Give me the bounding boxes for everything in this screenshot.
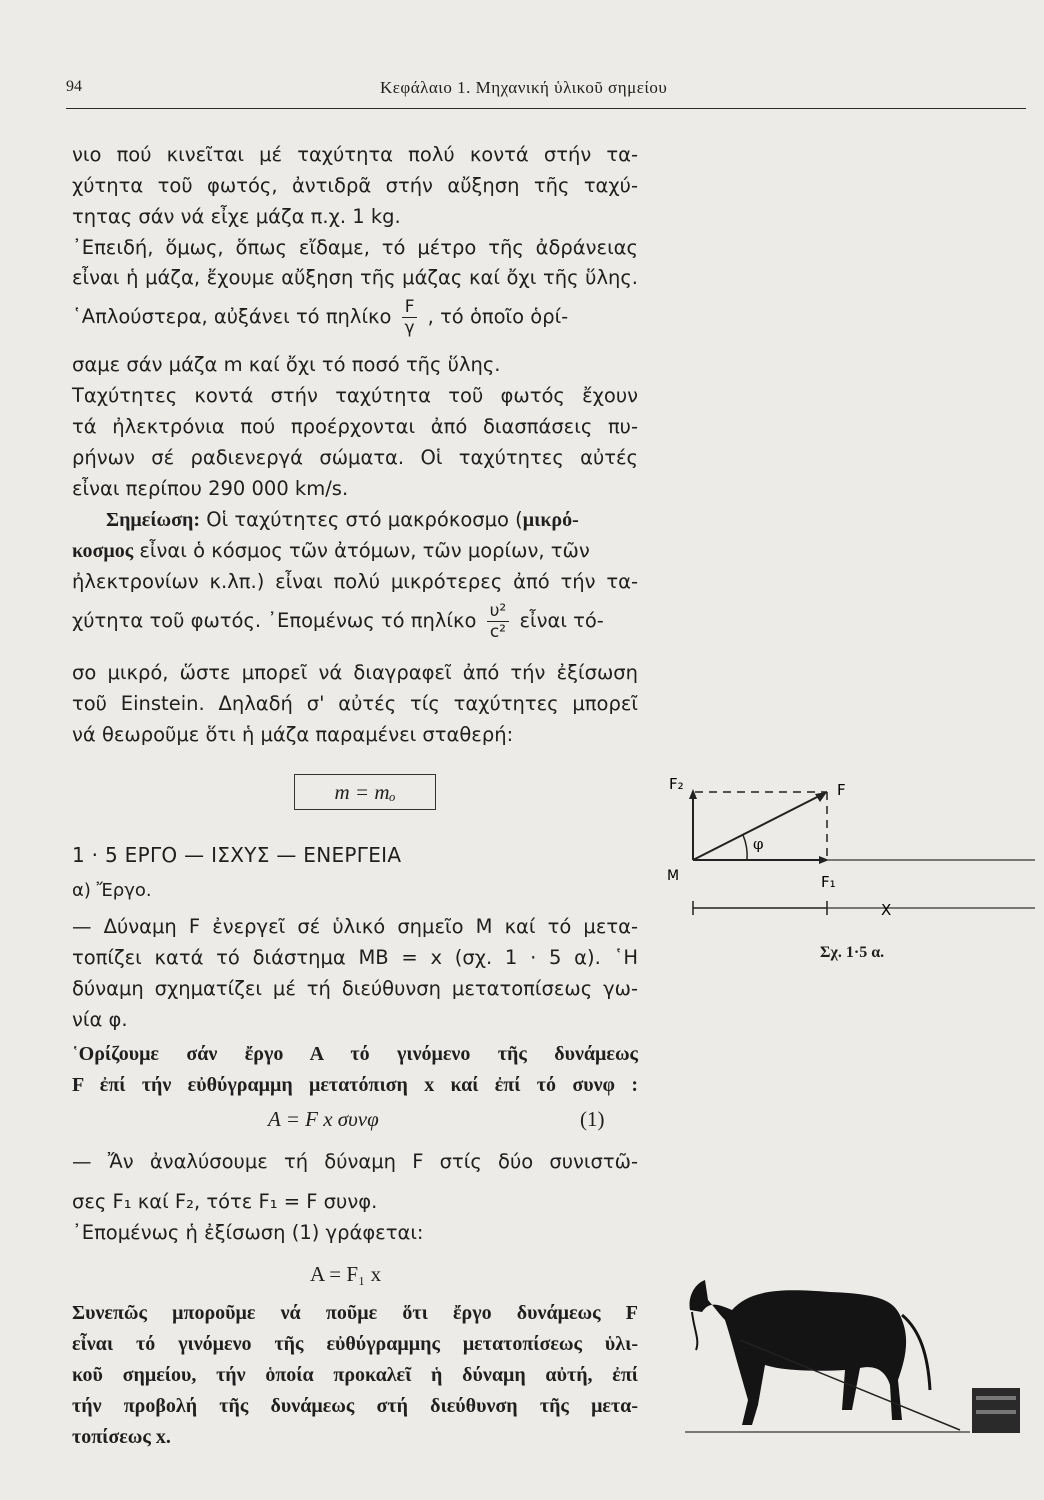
text-line: σο μικρό, ὥστε μπορεῖ νά διαγραφεῖ ἀπό τήν ἐξίσωση	[72, 661, 638, 684]
equation-1: A = F x συνφ	[268, 1107, 379, 1131]
text-line-with-fraction: ῾Απλούστερα, αὐξάνει τό πηλίκο $\frac{F}{\gamma}$ , τό ὁποῖο ὁρί-	[72, 297, 569, 338]
subsection-title: α) Ἔργο.	[72, 880, 152, 901]
definition-line: F ἐπί τήν εὐθύγραμμη μετατόπιση x καί ἐπί τό συνφ :	[72, 1074, 638, 1096]
bridle-rope	[692, 1312, 697, 1350]
text-line: εἶναι περίπου 290 000 km/s.	[72, 477, 349, 500]
text-line: ἠλεκτρονίων κ.λπ.) εἶναι πολύ μικρότερες ἀπό τήν τα-	[72, 570, 638, 593]
text-line: νία φ.	[72, 1008, 128, 1031]
figure-caption: Σχ. 1·5 α.	[820, 944, 885, 961]
text-line: Ταχύτητες κοντά στήν ταχύτητα τοῦ φωτός ἔχουν	[72, 384, 638, 407]
conclusion-line: Συνεπῶς μποροῦμε νά ποῦμε ὅτι ἔργο δυνάμεως F	[72, 1302, 638, 1324]
text-line-with-fraction: χύτητα τοῦ φωτός. ᾿Επομένως τό πηλίκο $\frac{\text{υ²}}{\text{c²}}$ εἶναι τό-	[72, 601, 604, 642]
page-number: 94	[66, 78, 82, 95]
note-label: Σημείωση:	[106, 509, 201, 531]
horse-tail	[902, 1315, 930, 1390]
definition-line: ῾Ορίζουμε σάν ἔργο Α τό γινόμενο τῆς δυνάμεως	[72, 1043, 638, 1065]
text-line: ρήνων σέ ραδιενεργά σώματα. Οἱ ταχύτητες αὐτές	[72, 446, 638, 469]
text-line: — Ἄν ἀναλύσουμε τή δύναμη F στίς δύο συνιστῶ-	[72, 1150, 638, 1173]
chapter-title: Κεφάλαιο 1. Μηχανική ὑλικοῦ σημείου	[380, 78, 668, 97]
arrowhead-F2	[689, 789, 697, 799]
conclusion-line: κοῦ σημείου, τήν ὁποία προκαλεῖ ἡ δύναμη αὐτή, ἐπί	[72, 1364, 638, 1386]
text-line: νά θεωροῦμε ὅτι ἡ μάζα παραμένει σταθερή:	[72, 723, 514, 746]
text-line: σες F₁ καί F₂, τότε F₁ = F συνφ.	[72, 1190, 378, 1213]
equation-2: A = F₁ x	[310, 1262, 382, 1286]
conclusion-line: εἶναι τό γινόμενο τῆς εὐθύγραμμης μετατοπίσεως ὑλι-	[72, 1333, 638, 1355]
force-diagram	[655, 765, 1035, 940]
label-x: X	[881, 901, 892, 919]
horse-body	[690, 1280, 907, 1425]
sled-slat	[976, 1410, 1016, 1414]
text-line: τοπίζει κατά τό διάστημα ΜΒ = x (σχ. 1 · 5 α). ῾Η	[72, 946, 638, 969]
text-line: χύτητα τοῦ φωτός, ἀντιδρᾶ στήν αὔξηση τῆς ταχύ-	[72, 174, 638, 197]
section-heading: 1 · 5 ΕΡΓΟ — ΙΣΧΥΣ — ΕΝΕΡΓΕΙΑ	[72, 843, 402, 867]
label-M: M	[667, 868, 680, 884]
note-line: Σημείωση: Οἱ ταχύτητες στό μακρόκοσμο (μικρό-	[106, 508, 579, 531]
sled-slat	[976, 1396, 1016, 1400]
fraction-F-over-gamma: $\frac{F}{\gamma}$	[402, 297, 418, 338]
label-F2: F₂	[669, 775, 684, 793]
header-rule	[66, 108, 1026, 109]
boxed-equation: m = mₒ	[294, 774, 436, 810]
text-line: σαμε σάν μάζα m καί ὄχι τό ποσό τῆς ὕλης.	[72, 353, 501, 376]
text-line: τητας σάν νά εἶχε μάζα π.χ. 1 kg.	[72, 205, 401, 228]
label-F: F	[837, 781, 846, 799]
text-line: δύναμη σχηματίζει μέ τή διεύθυνση μετατοπίσεως γω-	[72, 977, 638, 1000]
label-phi: φ	[753, 835, 764, 853]
label-F1: F₁	[821, 873, 836, 891]
equation-1-number: (1)	[580, 1107, 605, 1131]
conclusion-line: τήν προβολή τῆς δυνάμεως στή διεύθυνση τῆς μετα-	[72, 1395, 638, 1417]
horse-pulling-illustration	[680, 1260, 1025, 1445]
fraction-v2-over-c2: $\frac{\text{υ²}}{\text{c²}}$	[487, 601, 510, 642]
text-line: τοῦ Einstein. Δηλαδή σ' αὐτές τίς ταχύτητες μπορεῖ	[72, 692, 638, 715]
text-line: κοσμος εἶναι ὁ κόσμος τῶν ἀτόμων, τῶν μορίων, τῶν	[72, 539, 590, 562]
text-line: εἶναι ἡ μάζα, ἔχουμε αὔξηση τῆς μάζας καί ὄχι τῆς ὕλης.	[72, 266, 638, 289]
conclusion-line: τοπίσεως x.	[72, 1426, 171, 1448]
text-line: τά ἠλεκτρόνια πού προέρχονται ἀπό διασπάσεις πυ-	[72, 415, 638, 438]
text-line: ᾿Επομένως ἡ ἐξίσωση (1) γράφεται:	[72, 1221, 424, 1244]
angle-arc	[743, 835, 747, 860]
text-line: νιο πού κινεῖται μέ ταχύτητα πολύ κοντά στήν τα-	[72, 143, 638, 166]
text-line: ᾿Επειδή, ὅμως, ὅπως εἴδαμε, τό μέτρο τῆς ἀδράνειας	[72, 236, 638, 259]
text-line: — Δύναμη F ἐνεργεῖ σέ ὑλικό σημεῖο Μ καί τό μετα-	[72, 915, 638, 938]
